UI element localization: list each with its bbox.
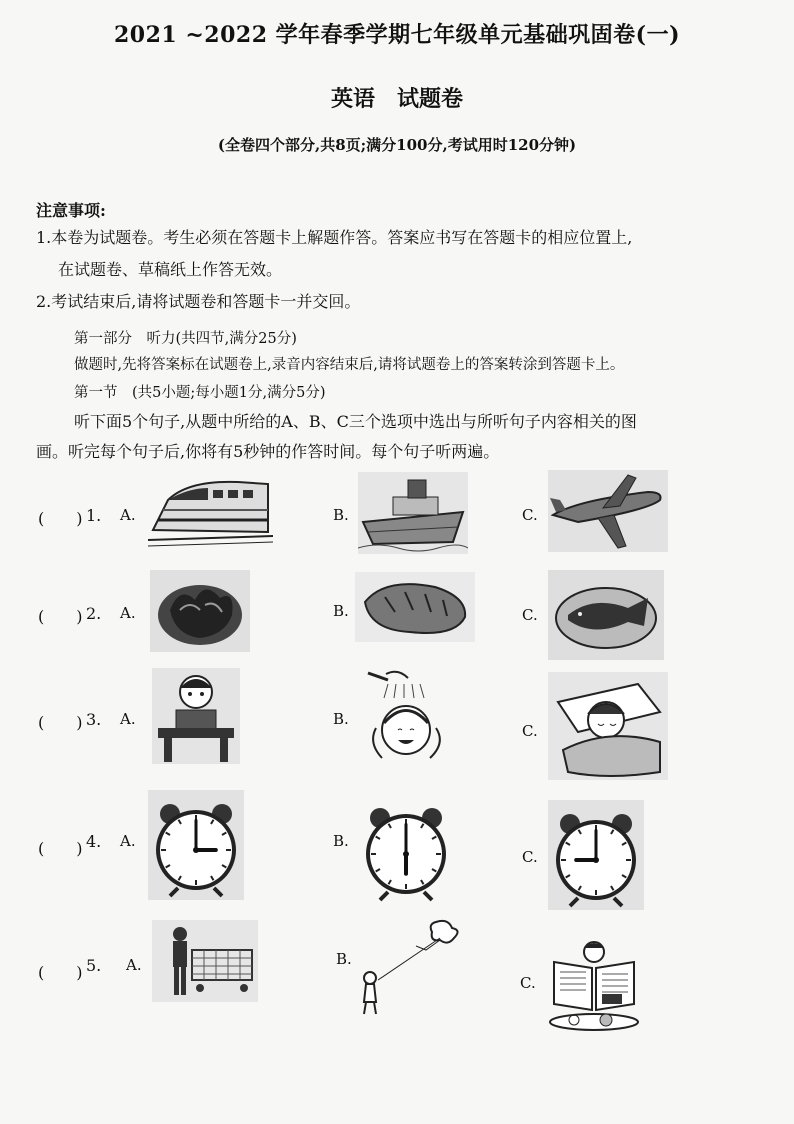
exam-title: 2021 ~2022 学年春季学期七年级单元基础巩固卷(一) bbox=[113, 22, 681, 48]
question-3 bbox=[0, 666, 794, 776]
option-a-label: A. bbox=[120, 604, 136, 622]
section1-heading: 第一节 (共5小题;每小题1分,满分5分) bbox=[74, 385, 326, 401]
notice-item-2: 2.考试结束后,请将试题卷和答题卡一并交回。 bbox=[36, 292, 361, 311]
option-c-label: C. bbox=[520, 974, 536, 992]
option-c-label: C. bbox=[522, 606, 538, 624]
train-picture bbox=[148, 470, 273, 548]
option-a-label: A. bbox=[120, 506, 136, 524]
clock-center bbox=[403, 851, 409, 857]
notice-heading: 注意事项: bbox=[36, 201, 106, 220]
option-b-label: B. bbox=[333, 602, 349, 620]
option-b-label: B. bbox=[333, 832, 349, 850]
section1-desc-2: 画。听完每个句子后,你将有5秒钟的作答时间。每个句子听两遍。 bbox=[36, 442, 500, 461]
kite-flying-picture bbox=[356, 918, 466, 1018]
reading-newspaper-picture bbox=[544, 938, 644, 1034]
clock-center bbox=[593, 857, 599, 863]
boy-sleeping-picture bbox=[548, 672, 668, 780]
question-number: 2. bbox=[86, 604, 102, 623]
shopping-cart-picture bbox=[152, 920, 258, 1002]
question-number: 3. bbox=[86, 710, 102, 729]
exam-subtitle: 英语 试题卷 bbox=[330, 86, 463, 112]
ship-picture bbox=[358, 472, 468, 554]
option-b-label: B. bbox=[336, 950, 352, 968]
option-b-label: B. bbox=[333, 710, 349, 728]
question-1 bbox=[0, 470, 794, 570]
option-b-label: B. bbox=[333, 506, 349, 524]
exam-note: (全卷四个部分,共8页;满分100分,考试用时120分钟) bbox=[217, 136, 577, 154]
fish-picture bbox=[548, 570, 664, 660]
option-c-label: C. bbox=[522, 722, 538, 740]
part1-instruction: 做题时,先将答案标在试题卷上,录音内容结束后,请将试题卷上的答案转涂到答题卡上。 bbox=[74, 357, 625, 373]
airplane-picture bbox=[548, 470, 668, 552]
option-a-label: A. bbox=[126, 956, 142, 974]
question-number: 1. bbox=[86, 506, 102, 525]
option-a-label: A. bbox=[120, 710, 136, 728]
question-number: 5. bbox=[86, 956, 102, 975]
alarm-clock-picture-c bbox=[548, 800, 644, 910]
clock-center bbox=[193, 847, 199, 853]
boy-at-desk-picture bbox=[152, 668, 240, 764]
part1-heading: 第一部分 听力(共四节,满分25分) bbox=[74, 331, 297, 347]
answer-paren[interactable]: ( ) bbox=[38, 713, 83, 732]
question-number: 4. bbox=[86, 832, 102, 851]
notice-item-1-cont: 在试题卷、草稿纸上作答无效。 bbox=[58, 260, 283, 279]
question-4 bbox=[0, 790, 794, 920]
question-5 bbox=[0, 918, 794, 1038]
option-c-label: C. bbox=[522, 848, 538, 866]
question-2 bbox=[0, 568, 794, 668]
alarm-clock-picture-a bbox=[148, 790, 244, 900]
option-c-label: C. bbox=[522, 506, 538, 524]
answer-paren[interactable]: ( ) bbox=[38, 607, 83, 626]
answer-paren[interactable]: ( ) bbox=[38, 509, 83, 528]
alarm-clock-picture-b bbox=[358, 794, 454, 904]
bread-picture bbox=[355, 572, 475, 642]
notice-item-1: 1.本卷为试题卷。考生必须在答题卡上解题作答。答案应书写在答题卡的相应位置上, bbox=[36, 228, 633, 247]
vegetables-picture bbox=[150, 570, 250, 652]
girl-shower-picture bbox=[358, 668, 458, 768]
section1-desc-1: 听下面5个句子,从题中所给的A、B、C三个选项中选出与所听句子内容相关的图 bbox=[74, 412, 637, 431]
option-a-label: A. bbox=[120, 832, 136, 850]
answer-paren[interactable]: ( ) bbox=[38, 839, 83, 858]
answer-paren[interactable]: ( ) bbox=[38, 963, 83, 982]
